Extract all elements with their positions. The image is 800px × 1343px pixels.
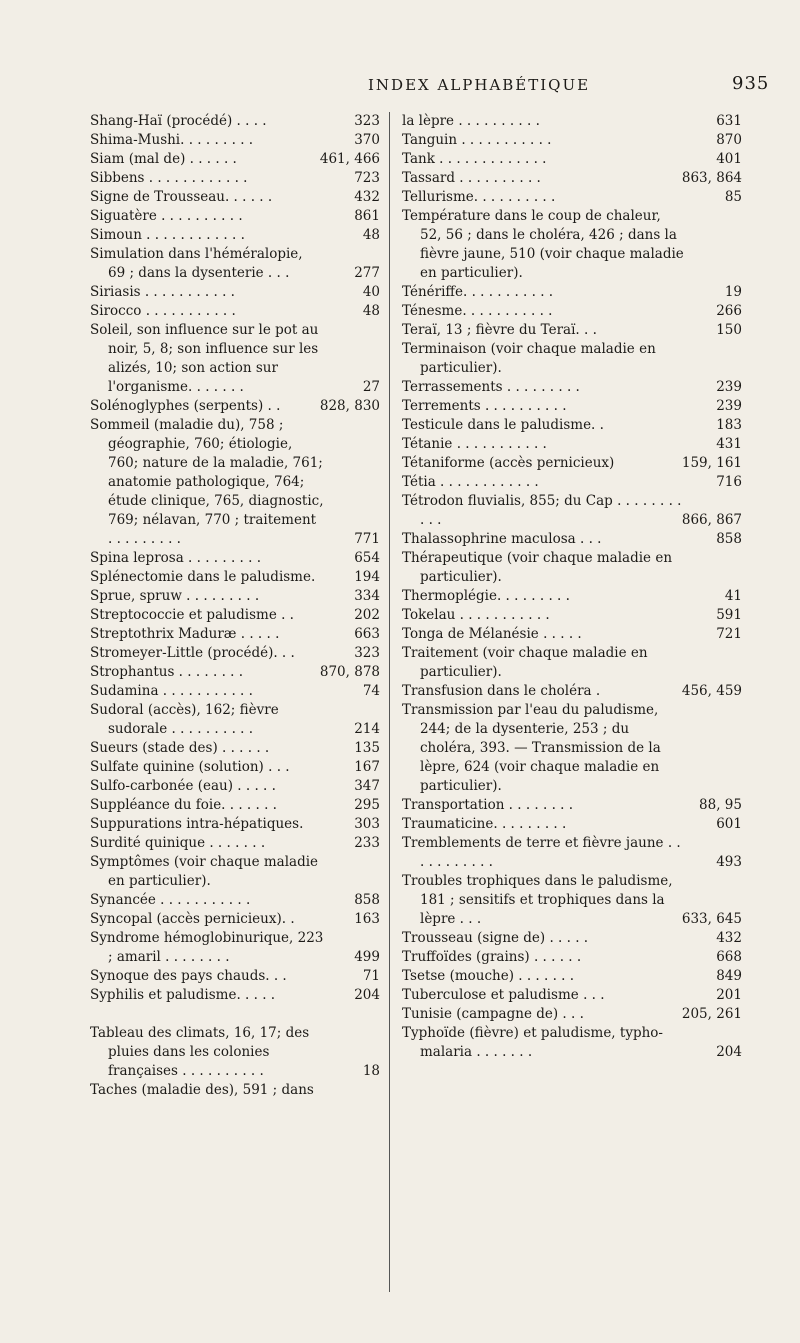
index-term: Trousseau (signe de) . . . . . — [402, 930, 589, 946]
index-term: Strophantus . . . . . . . . — [90, 664, 244, 680]
index-entry — [402, 834, 742, 872]
index-term: Simoun . . . . . . . . . . . . — [90, 227, 245, 243]
index-entry: Siriasis . . . . . . . . . . . 40 — [90, 284, 380, 300]
index-page-ref: 431 — [716, 436, 742, 452]
index-term: Tsetse (mouche) . . . . . . . — [402, 968, 575, 984]
index-entry — [402, 492, 742, 530]
index-term: Taches (maladie des), 591 ; dans — [90, 1082, 314, 1098]
index-term: Surdité quinique . . . . . . . — [90, 835, 266, 851]
index-entry — [402, 169, 742, 188]
index-entry — [402, 682, 742, 701]
index-term: Testicule dans le paludisme. . — [402, 417, 604, 433]
index-entry — [402, 872, 742, 929]
index-page-ref: 150 — [716, 322, 742, 338]
index-page-ref: 183 — [716, 417, 742, 433]
index-entry — [402, 796, 742, 815]
index-term: Synancée . . . . . . . . . . . — [90, 892, 251, 908]
index-term: Thermoplégie. . . . . . . . . — [402, 588, 570, 604]
index-term: Spina leprosa . . . . . . . . . — [90, 550, 261, 566]
index-term: Streptococcie et paludisme . . — [90, 607, 294, 623]
index-term: Tremblements de terre et fièvre jaune . . . . . . . . . . . — [402, 835, 685, 870]
index-term: Splénectomie dans le paludisme. — [90, 569, 316, 585]
index-entry: Synoque des pays chauds. . . 71 — [90, 968, 380, 984]
index-entry — [90, 416, 380, 549]
index-page-ref: 499 — [354, 949, 380, 965]
index-page-ref: 88, 95 — [699, 797, 742, 813]
index-term: Tank . . . . . . . . . . . . . — [402, 151, 547, 167]
index-page-ref: 202 — [354, 607, 380, 623]
index-entry — [90, 397, 380, 416]
index-page-ref: 214 — [354, 721, 380, 737]
index-term: Tassard . . . . . . . . . . — [402, 170, 541, 186]
index-term: Shima-Mushi. . . . . . . . . — [90, 132, 254, 148]
index-page-ref: 239 — [716, 398, 742, 414]
index-page-ref: 204 — [354, 987, 380, 1003]
index-page-ref: 866, 867 — [681, 512, 742, 528]
index-page-ref: 432 — [716, 930, 742, 946]
index-term: Thalassophrine maculosa . . . — [402, 531, 602, 547]
index-entry — [90, 910, 380, 929]
index-entry — [402, 625, 742, 644]
index-entry — [402, 321, 742, 340]
index-page-ref: 239 — [716, 379, 742, 395]
index-entry — [402, 435, 742, 454]
index-entry — [90, 245, 380, 283]
index-entry — [90, 587, 380, 606]
index-term: Shang-Haï (procédé) . . . . — [90, 113, 267, 129]
index-term: Simulation dans l'héméralopie, 69 ; dans la dysenterie . . . — [90, 246, 307, 281]
index-page-ref: 849 — [716, 968, 742, 984]
index-entry — [402, 967, 742, 986]
index-page-ref: 870, 878 — [319, 664, 380, 680]
index-entry — [90, 207, 380, 226]
index-term: Syphilis et paludisme. . . . . — [90, 987, 276, 1003]
index-term: Transfusion dans le choléra . — [402, 683, 601, 699]
index-entry — [90, 986, 380, 1005]
index-term: Ténesme. . . . . . . . . . . — [402, 303, 553, 319]
index-page-ref: 159, 161 — [681, 455, 742, 471]
index-page-ref: 233 — [354, 835, 380, 851]
index-column-left — [90, 112, 380, 1100]
index-entry: Thermoplégie. . . . . . . . . 41 — [402, 588, 742, 604]
index-page-ref: 334 — [354, 588, 380, 604]
index-term: Tunisie (campagne de) . . . — [402, 1006, 584, 1022]
index-entry — [402, 340, 742, 378]
index-page-ref: 323 — [354, 645, 380, 661]
index-entry — [90, 891, 380, 910]
index-term: Température dans le coup de chaleur, 52, 56 ; dans le choléra, 426 ; dans la fièvre jaune, 510 (voir chaque maladie en particulier). — [402, 208, 689, 281]
index-page-ref: 601 — [716, 816, 742, 832]
index-term: Soleil, son influence sur le pot au noir, 5, 8; son influence sur les alizés, 10; son action sur l'organisme. . . . . . . — [90, 322, 323, 395]
index-entry — [90, 112, 380, 131]
index-page-ref: 277 — [354, 265, 380, 281]
index-entry — [402, 530, 742, 549]
index-entry — [90, 568, 380, 587]
index-page-ref: 493 — [716, 854, 742, 870]
index-term: Suppléance du foie. . . . . . . — [90, 797, 277, 813]
index-page-ref: 863, 864 — [681, 170, 742, 186]
index-entry — [402, 815, 742, 834]
index-entry — [90, 701, 380, 739]
index-entry — [90, 188, 380, 207]
index-term: Typhoïde (fièvre) et paludisme, typho-malaria . . . . . . . — [402, 1025, 663, 1060]
index-entry — [402, 131, 742, 150]
index-term: la lèpre . . . . . . . . . . — [402, 113, 540, 129]
index-entry — [90, 644, 380, 663]
index-entry — [90, 169, 380, 188]
index-term: Tellurisme. . . . . . . . . . — [402, 189, 556, 205]
index-page-ref: 721 — [716, 626, 742, 642]
index-entry — [402, 948, 742, 967]
index-term: Streptothrix Maduræ . . . . . — [90, 626, 280, 642]
index-entry — [90, 815, 380, 834]
index-page-ref: 668 — [716, 949, 742, 965]
index-term: Tanguin . . . . . . . . . . . — [402, 132, 552, 148]
index-page-ref: 205, 261 — [681, 1006, 742, 1022]
index-page-ref: 870 — [716, 132, 742, 148]
index-term: Tableau des climats, 16, 17; des pluies dans les colonies françaises . . . . . . . . . . — [90, 1025, 314, 1079]
index-page-ref: 303 — [354, 816, 380, 832]
index-page-ref: 631 — [716, 113, 742, 129]
index-page-ref: 370 — [354, 132, 380, 148]
index-page-ref: 295 — [354, 797, 380, 813]
index-term: Tuberculose et paludisme . . . — [402, 987, 605, 1003]
index-page-ref: 716 — [716, 474, 742, 490]
index-entry — [90, 834, 380, 853]
index-term: Sprue, spruw . . . . . . . . . — [90, 588, 260, 604]
index-entry — [90, 150, 380, 169]
index-term: Signe de Trousseau. . . . . . — [90, 189, 273, 205]
index-term: Troubles trophiques dans le paludisme, 181 ; sensitifs et trophiques dans la lèpre . . . — [402, 873, 677, 927]
index-term: Traumaticine. . . . . . . . . — [402, 816, 567, 832]
index-page-ref: 654 — [354, 550, 380, 566]
index-entry — [90, 796, 380, 815]
index-term: Sudamina . . . . . . . . . . . — [90, 683, 253, 699]
index-entry — [402, 644, 742, 682]
index-entry — [90, 131, 380, 150]
index-entry — [402, 701, 742, 796]
index-entry — [402, 986, 742, 1005]
index-page-ref: 461, 466 — [319, 151, 380, 167]
running-title: INDEX ALPHABÉTIQUE — [368, 76, 591, 94]
index-entry — [402, 549, 742, 587]
index-page-ref: 861 — [354, 208, 380, 224]
index-page-ref: 663 — [354, 626, 380, 642]
index-page-ref: 858 — [354, 892, 380, 908]
index-entry — [402, 929, 742, 948]
index-page-ref: 266 — [716, 303, 742, 319]
index-term: Siriasis . . . . . . . . . . . — [90, 284, 235, 300]
index-entry — [402, 112, 742, 131]
index-term: Sommeil (maladie du), 758 ; géographie, 760; étiologie, 760; nature de la maladie, 761; anatomie pathologique, 764; étude clinique, 765, diagnostic, 769; nélavan, 770 ; traitement . . . . . . . . . — [90, 417, 328, 547]
index-term: Sueurs (stade des) . . . . . . — [90, 740, 270, 756]
index-entry — [402, 416, 742, 435]
index-entry — [90, 663, 380, 682]
index-term: Terrassements . . . . . . . . . — [402, 379, 580, 395]
index-term: Suppurations intra-hépatiques. — [90, 816, 304, 832]
index-entry: Ténériffe. . . . . . . . . . . 19 — [402, 284, 742, 300]
index-term: Tonga de Mélanésie . . . . . — [402, 626, 582, 642]
index-term: Ténériffe. . . . . . . . . . . — [402, 284, 554, 300]
index-entry: Sudamina . . . . . . . . . . . 74 — [90, 683, 380, 699]
index-term: Sibbens . . . . . . . . . . . . — [90, 170, 248, 186]
index-term: Truffoïdes (grains) . . . . . . — [402, 949, 582, 965]
index-entry: Tableau des climats, 16, 17; des pluies dans les colonies françaises . . . . . . . . . . 18 — [90, 1025, 380, 1079]
index-term: Synoque des pays chauds. . . — [90, 968, 287, 984]
index-term: Tétrodon fluvialis, 855; du Cap . . . . . . . . . . . — [402, 493, 686, 528]
index-entry — [90, 929, 380, 967]
index-term: Sirocco . . . . . . . . . . . — [90, 303, 236, 319]
column-divider — [389, 112, 390, 1292]
index-page-ref: 135 — [354, 740, 380, 756]
index-page-ref: 771 — [354, 531, 380, 547]
index-entry — [402, 302, 742, 321]
index-entry — [90, 758, 380, 777]
index-entry — [402, 1024, 742, 1062]
index-page-ref: 204 — [716, 1044, 742, 1060]
index-entry — [402, 207, 742, 283]
index-page-ref: 401 — [716, 151, 742, 167]
index-term: Tétia . . . . . . . . . . . . — [402, 474, 539, 490]
index-term: Syncopal (accès pernicieux). . — [90, 911, 295, 927]
index-entry — [402, 150, 742, 169]
index-entry — [402, 1005, 742, 1024]
index-term: Siguatère . . . . . . . . . . — [90, 208, 243, 224]
index-entry — [90, 1081, 380, 1100]
index-page-ref: 323 — [354, 113, 380, 129]
index-page-ref: 163 — [354, 911, 380, 927]
index-page-ref: 723 — [354, 170, 380, 186]
index-term: Symptômes (voir chaque maladie en particulier). — [90, 854, 323, 889]
index-page-ref: 194 — [354, 569, 380, 585]
index-entry — [90, 739, 380, 758]
index-term: Thérapeutique (voir chaque maladie en particulier). — [402, 550, 677, 585]
index-term: Stromeyer-Little (procédé). . . — [90, 645, 295, 661]
index-entry — [90, 625, 380, 644]
index-term: Traitement (voir chaque maladie en particulier). — [402, 645, 652, 680]
index-page-ref: 347 — [354, 778, 380, 794]
index-entry: Tellurisme. . . . . . . . . . 85 — [402, 189, 742, 205]
index-term: Tokelau . . . . . . . . . . . — [402, 607, 550, 623]
index-page-ref: 828, 830 — [319, 398, 380, 414]
page-number: 935 — [732, 73, 770, 94]
index-term: Sudoral (accès), 162; fièvre sudorale . . . . . . . . . . — [90, 702, 283, 737]
index-entry — [90, 853, 380, 891]
index-page-ref: 201 — [716, 987, 742, 1003]
index-page-ref: 167 — [354, 759, 380, 775]
index-entry: Sirocco . . . . . . . . . . . 48 — [90, 303, 380, 319]
index-page-ref: 633, 645 — [681, 911, 742, 927]
index-entry: Simoun . . . . . . . . . . . . 48 — [90, 227, 380, 243]
index-term: Siam (mal de) . . . . . . — [90, 151, 237, 167]
index-entry — [402, 454, 742, 473]
index-entry — [402, 397, 742, 416]
index-term: Terminaison (voir chaque maladie en particulier). — [402, 341, 661, 376]
index-page-ref: 591 — [716, 607, 742, 623]
index-page-ref: 456, 459 — [681, 683, 742, 699]
index-term: Syndrome hémoglobinurique, 223 ; amaril . . . . . . . . — [90, 930, 328, 965]
index-column-right — [402, 112, 742, 1062]
index-entry — [90, 549, 380, 568]
index-page-ref: 858 — [716, 531, 742, 547]
index-term: Teraï, 13 ; fièvre du Teraï. . . — [402, 322, 597, 338]
page-header — [0, 73, 800, 100]
index-entry — [402, 606, 742, 625]
index-entry — [90, 606, 380, 625]
index-term: Transmission par l'eau du paludisme, 244; de la dysenterie, 253 ; du choléra, 393. — Transmission de la lèpre, 624 (voir chaque maladie en particulier). — [402, 702, 666, 794]
index-entry — [402, 473, 742, 492]
index-term: Tétaniforme (accès pernicieux) — [402, 455, 615, 471]
index-entry — [90, 777, 380, 796]
index-term: Tétanie . . . . . . . . . . . — [402, 436, 547, 452]
section-gap — [90, 1005, 380, 1024]
index-term: Solénoglyphes (serpents) . . — [90, 398, 281, 414]
index-term: Sulfo-carbonée (eau) . . . . . — [90, 778, 276, 794]
index-term: Sulfate quinine (solution) . . . — [90, 759, 290, 775]
index-entry — [402, 378, 742, 397]
index-term: Terrements . . . . . . . . . . — [402, 398, 567, 414]
index-term: Transportation . . . . . . . . — [402, 797, 574, 813]
index-page-ref: 432 — [354, 189, 380, 205]
index-entry: Soleil, son influence sur le pot au noir, 5, 8; son influence sur les alizés, 10; son action sur l'organisme. . . . . . . 27 — [90, 322, 380, 395]
